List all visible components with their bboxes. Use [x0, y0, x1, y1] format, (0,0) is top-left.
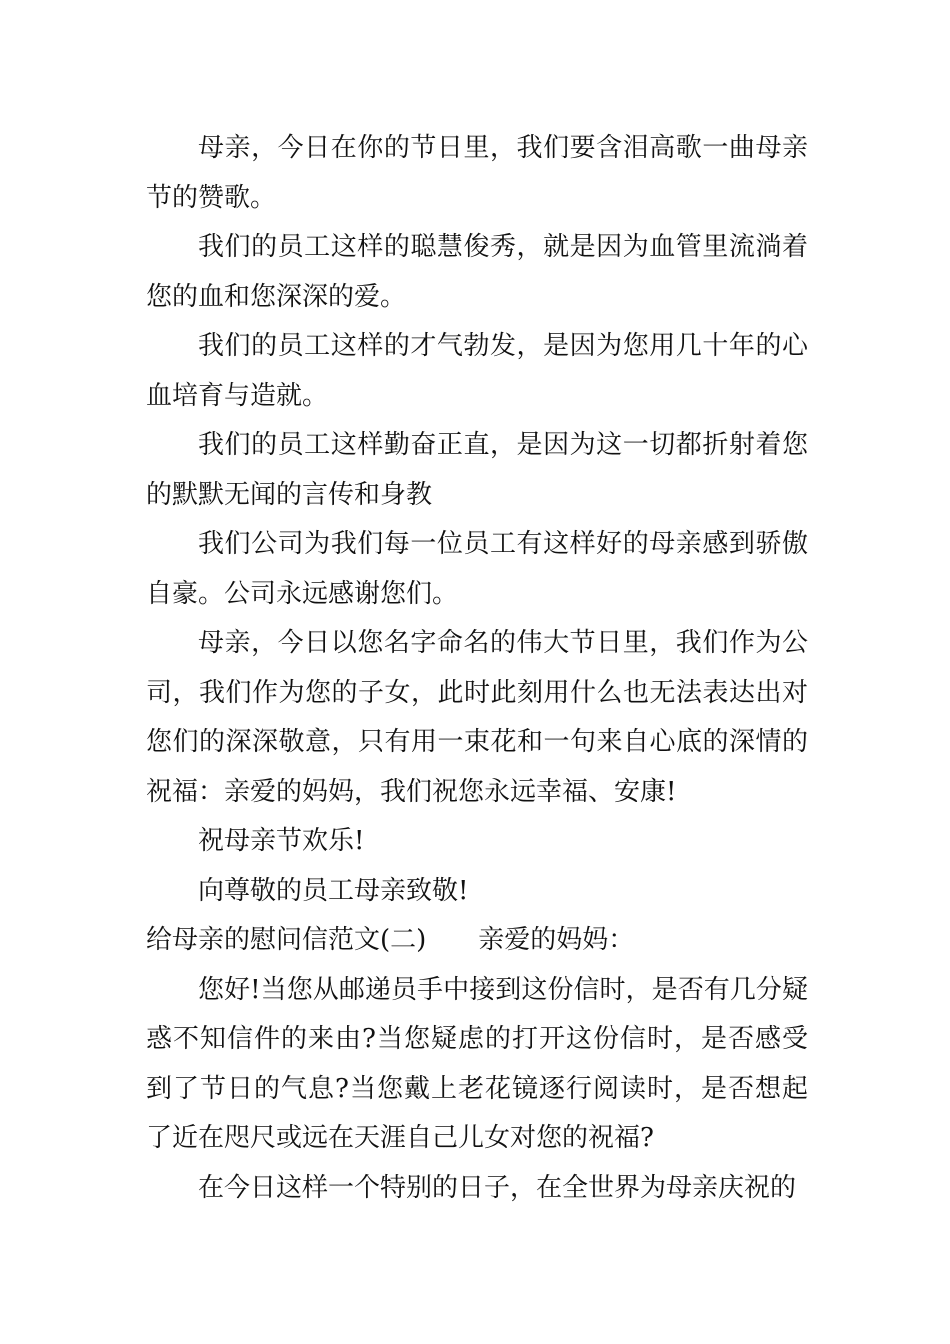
paragraph-3: 我们的员工这样的才气勃发，是因为您用几十年的心血培育与造就。 [146, 331, 808, 411]
letter-paragraph-2: 在今日这样一个特别的日子，在全世界为母亲庆祝的 [198, 1172, 797, 1203]
letter-paragraph-1: 您好!当您从邮递员手中接到这份信时，是否有几分疑惑不知信件的来由?当您疑虑的打开这份信时，是否感受到了节日的气息?当您戴上老花镜逐行阅读时，是否想起了近在咫尺或远在天涯自己儿女对您的祝福? [146, 974, 808, 1153]
paragraph-4: 我们的员工这样勤奋正直，是因为这一切都折射着您的默默无闻的言传和身教 [146, 430, 808, 510]
paragraph-7: 祝母亲节欢乐! [198, 826, 365, 856]
paragraph-2: 我们的员工这样的聪慧俊秀，就是因为血管里流淌着您的血和您深深的爱。 [146, 232, 808, 312]
section-title: 给母亲的慰问信范文(二) [146, 925, 427, 955]
paragraph-5: 我们公司为我们每一位员工有这样好的母亲感到骄傲自豪。公司永远感谢您们。 [146, 529, 808, 609]
section-heading-line [146, 916, 808, 966]
document-body [146, 124, 808, 1213]
paragraph-8: 向尊敬的员工母亲致敬! [198, 875, 469, 906]
letter-salutation: 亲爱的妈妈： [478, 925, 635, 955]
paragraph-6: 母亲，今日以您名字命名的伟大节日里，我们作为公司，我们作为您的子女，此时此刻用什么也无法表达出对您们的深深敬意，只有用一束花和一句来自心底的深情的祝福：亲爱的妈妈，我们祝您永远幸福、安康! [146, 628, 808, 807]
paragraph-1: 母亲，今日在你的节日里，我们要含泪高歌一曲母亲节的赞歌。 [146, 133, 808, 213]
